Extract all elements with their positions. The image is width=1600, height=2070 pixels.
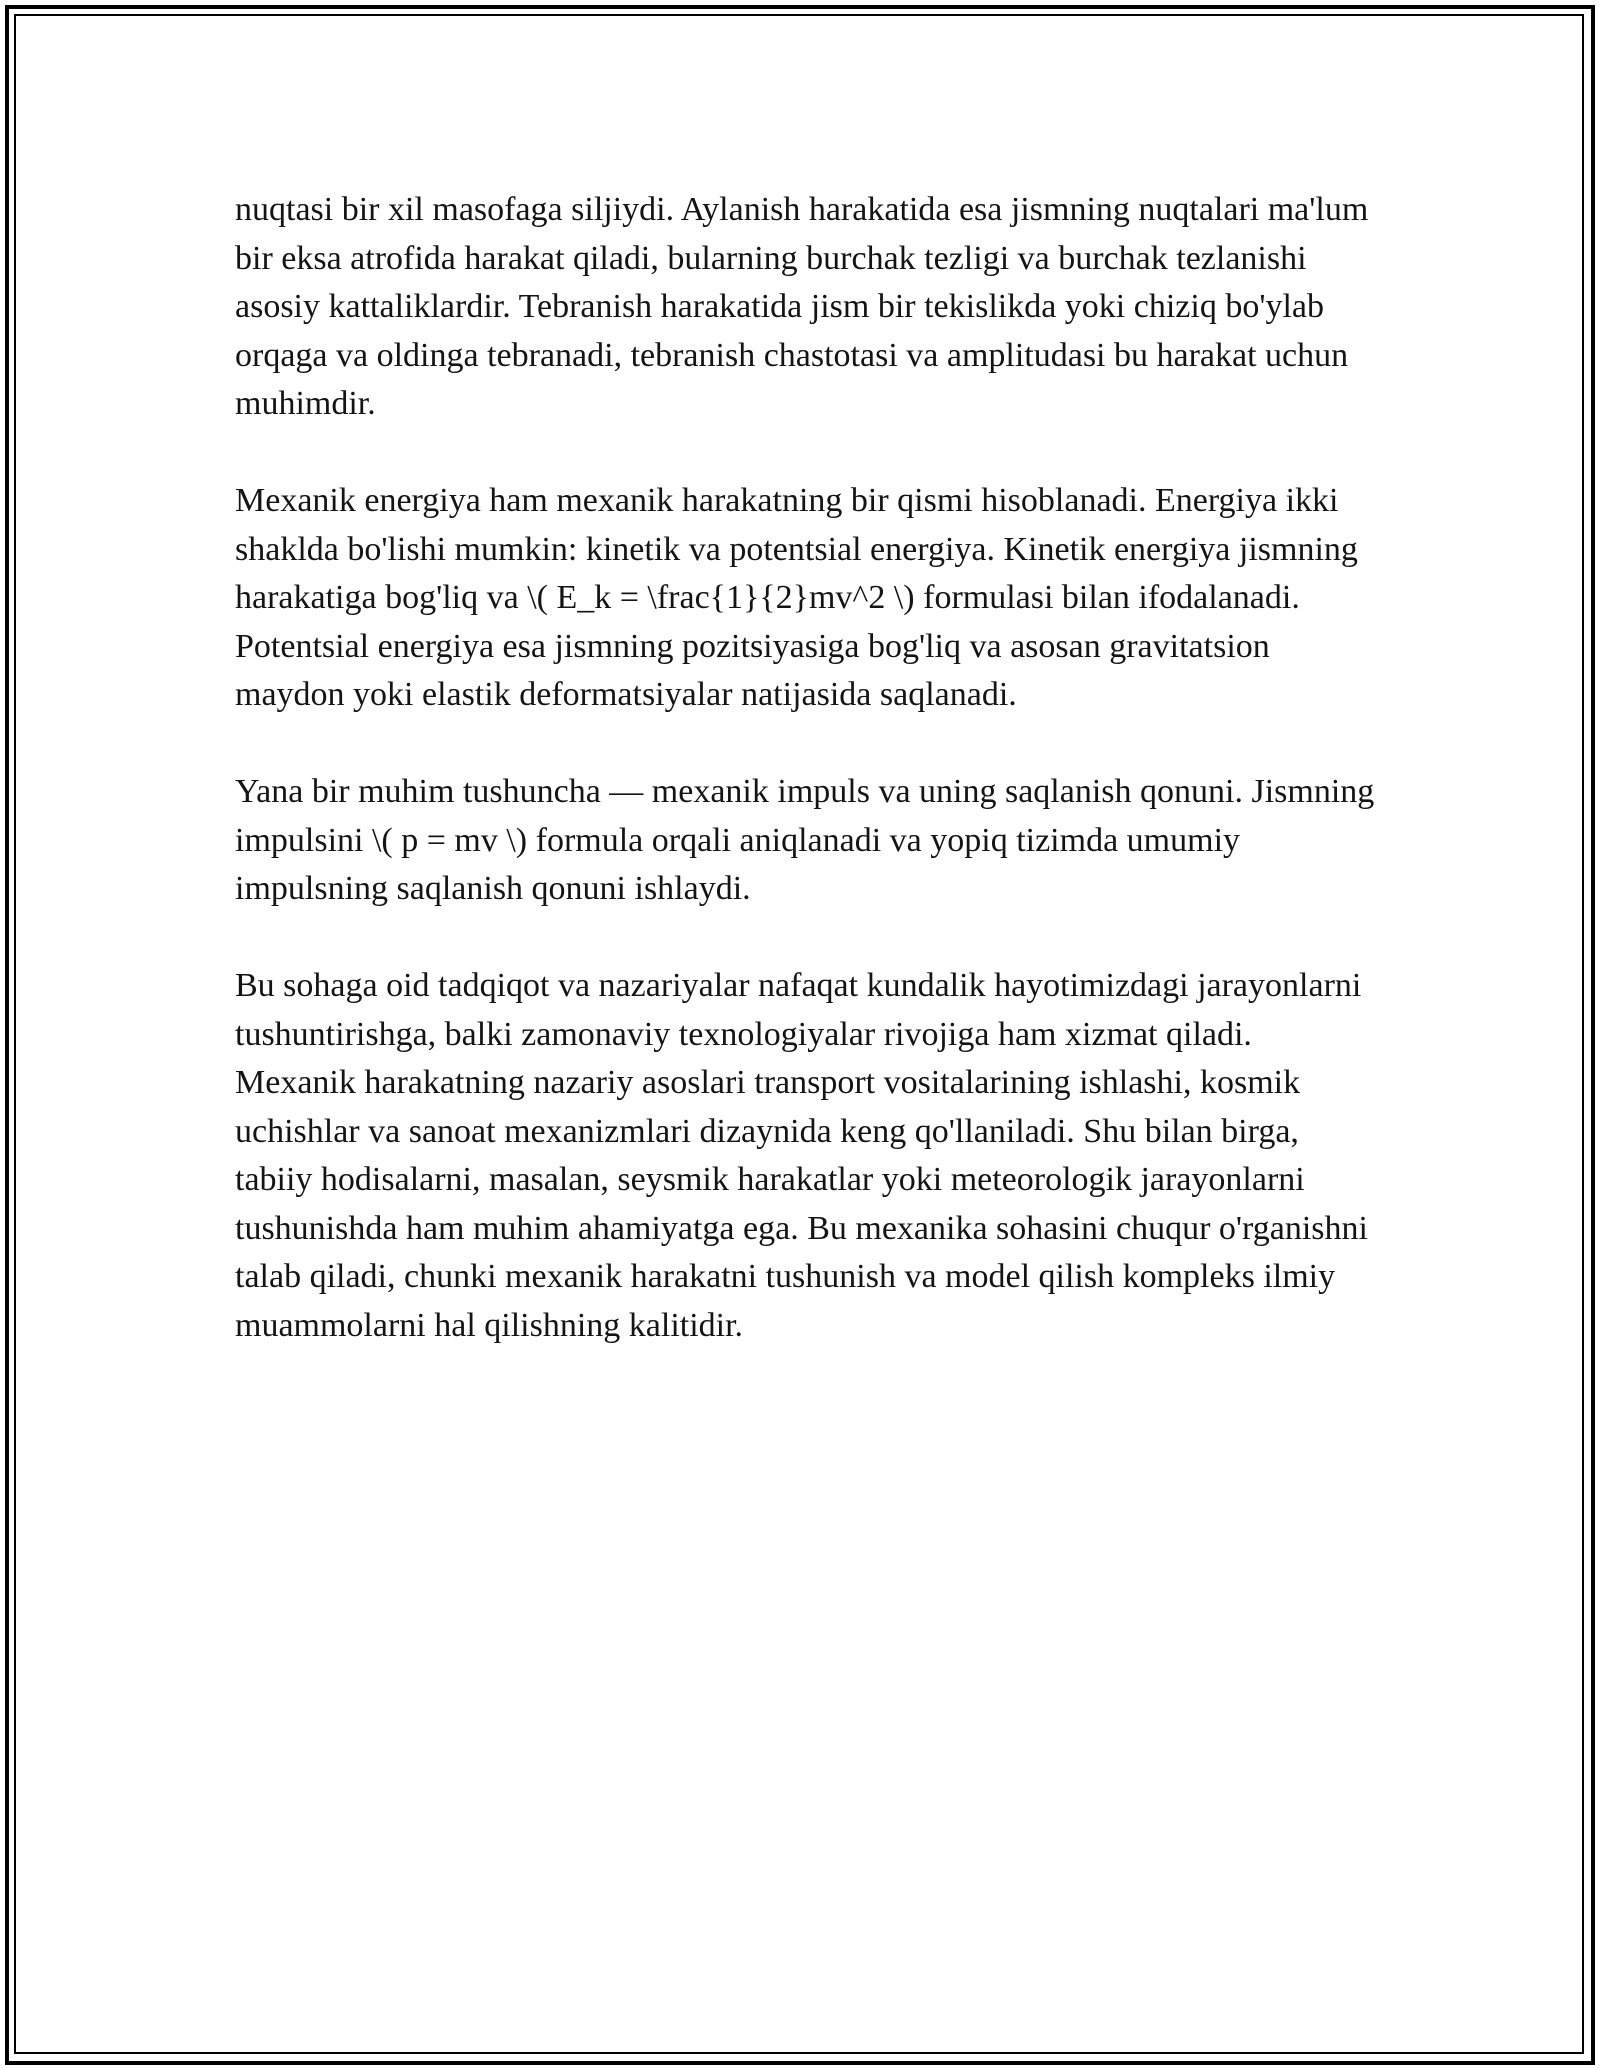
paragraph-3: Yana bir muhim tushuncha — mexanik impuls va uning saqlanish qonuni. Jismning impulsini \( p = mv \) formula orqali aniqlanadi va yopiq tizimda umumiy impulsning saqlanish qonuni ishlaydi.	[235, 773, 1375, 907]
paragraph-4: Bu sohaga oid tadqiqot va nazariyalar nafaqat kundalik hayotimizdagi jarayonlarni tushuntirishga, balki zamonaviy texnologiyalar rivojiga ham xizmat qiladi. Mexanik harakatning nazariy asoslari transport vositalarining ishlashi, kosmik uchishlar va sanoat mexanizmlari dizaynida keng qo'llaniladi. Shu bilan birga, tabiiy hodisalarni, masalan, seysmik harakatlar yoki meteorologik jarayonlarni tushunishda ham muhim ahamiyatga ega. Bu mexanika sohasini chuqur o'rganishni talab qiladi, chunki mexanik harakatni tushunish va model qilish kompleks ilmiy muammolarni hal qilishning kalitidir.	[235, 967, 1368, 1344]
document-body	[235, 186, 1375, 1399]
paragraph-1: nuqtasi bir xil masofaga siljiydi. Aylanish harakatida esa jismning nuqtalari ma'lum bir eksa atrofida harakat qiladi, bularning burchak tezligi va burchak tezlanishi asosiy kattaliklardir. Tebranish harakatida jism bir tekislikda yoki chiziq bo'ylab orqaga va oldinga tebranadi, tebranish chastotasi va amplitudasi bu harakat uchun muhimdir.	[235, 191, 1369, 422]
paragraph-2: Mexanik energiya ham mexanik harakatning bir qismi hisoblanadi. Energiya ikki shaklda bo'lishi mumkin: kinetik va potentsial energiya. Kinetik energiya jismning harakatiga bog'liq va \( E_k = \frac{1}{2}mv^2 \) formulasi bilan ifodalanadi. Potentsial energiya esa jismning pozitsiyasiga bog'liq va asosan gravitatsion maydon yoki elastik deformatsiyalar natijasida saqlanadi.	[235, 482, 1358, 713]
